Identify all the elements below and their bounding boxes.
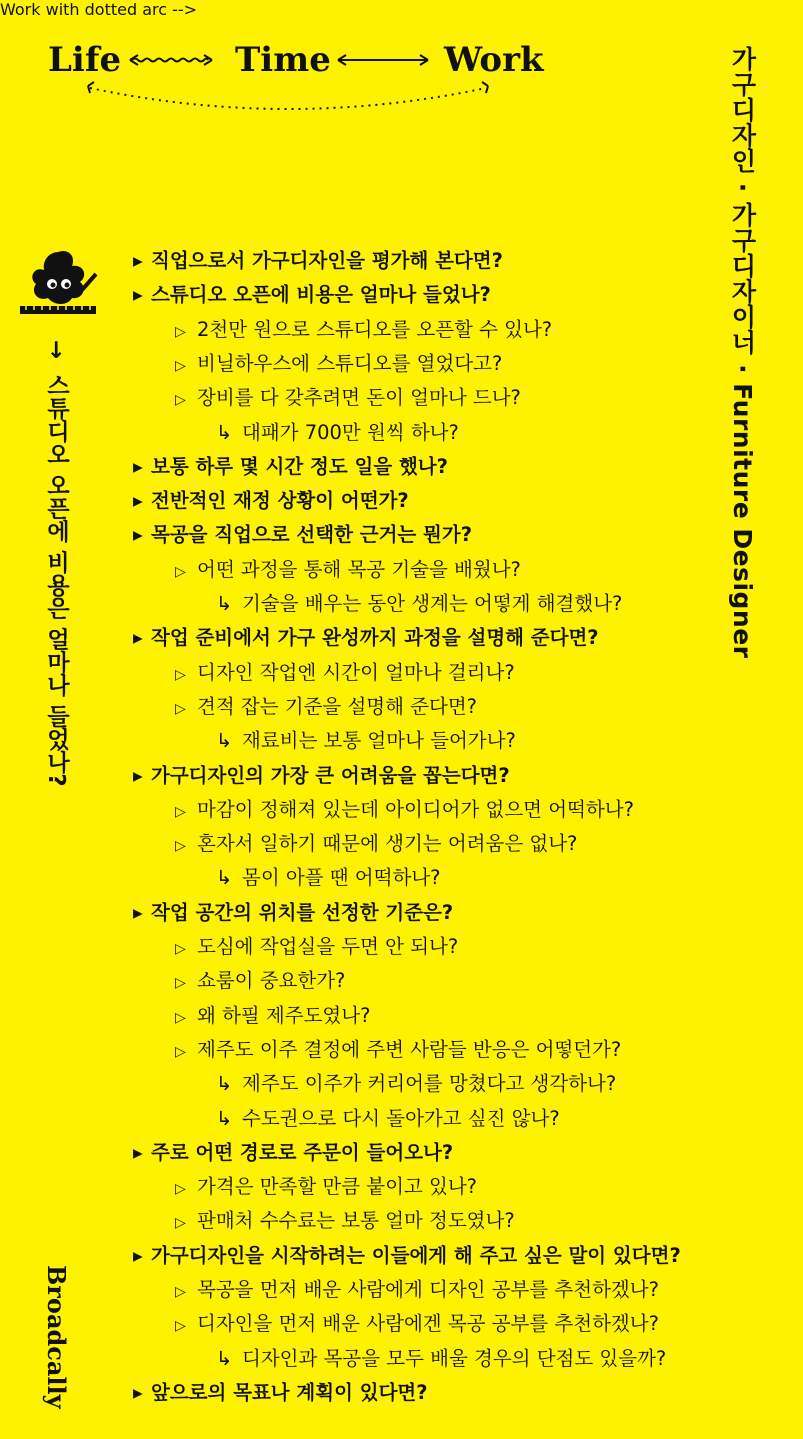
question-item-level1 (133, 454, 448, 480)
question-item-level2 (175, 797, 634, 823)
question-text: 가구디자인의 가장 큰 어려움을 꼽는다면? (151, 763, 510, 787)
question-text: 보통 하루 몇 시간 정도 일을 했나? (151, 454, 448, 478)
title-diagram (48, 40, 548, 110)
sub-arrow-icon: ↳ (216, 592, 233, 615)
question-item-level1 (133, 488, 409, 514)
question-text: 가격은 만족할 만큼 붙이고 있나? (197, 1175, 478, 1199)
triangle-bullet-icon: ▸ (133, 489, 143, 513)
sub-arrow-icon: ↳ (216, 1346, 233, 1370)
word-time: Time (235, 40, 331, 80)
question-item-level2 (175, 968, 345, 994)
question-item-level1 (133, 522, 472, 548)
question-item-level2 (175, 831, 577, 857)
sub-arrow-icon: ↳ (216, 420, 233, 444)
question-text: 직업으로서 가구디자인을 평가해 본다면? (151, 249, 503, 272)
question-text: 기술을 배우는 동안 생계는 어떻게 해결했나? (242, 592, 623, 615)
question-item-level3 (216, 420, 459, 446)
question-item-level1 (133, 1140, 453, 1166)
question-text: 왜 하필 제주도였나? (197, 1003, 371, 1027)
question-item-level2 (175, 385, 521, 411)
question-item-level2 (175, 351, 502, 377)
question-text: 작업 준비에서 가구 완성까지 과정을 설명해 준다면? (151, 626, 599, 650)
question-text: 앞으로의 목표나 계획이 있다면? (151, 1380, 428, 1404)
question-text: 제주도 이주가 커리어를 망쳤다고 생각하나? (242, 1072, 617, 1096)
hollow-triangle-icon: ▷ (175, 323, 186, 340)
question-text: 도심에 작업실을 두면 안 되나? (197, 935, 459, 958)
hollow-triangle-icon: ▷ (175, 357, 186, 374)
question-text: 작업 공간의 위치를 선정한 기준은? (151, 900, 454, 924)
leaf-character-icon (18, 244, 102, 324)
question-text: 판매처 수수료는 보통 얼마 정도였나? (197, 1209, 515, 1233)
question-text: 재료비는 보통 얼마나 들어가나? (242, 729, 516, 753)
question-text: 쇼룸이 중요한가? (197, 969, 346, 993)
hollow-triangle-icon: ▷ (175, 1043, 186, 1060)
question-text: 제주도 이주 결정에 주변 사람들 반응은 어떻던가? (197, 1037, 622, 1061)
question-text: 수도권으로 다시 돌아가고 싶진 않나? (242, 1106, 560, 1130)
question-item-level2 (175, 1311, 659, 1337)
question-text: 주로 어떤 경로로 주문이 들어오나? (151, 1140, 454, 1164)
question-item-level3 (216, 1071, 616, 1097)
hollow-triangle-icon: ▷ (175, 666, 186, 683)
triangle-bullet-icon: ▸ (133, 454, 143, 478)
triangle-bullet-icon: ▸ (133, 763, 143, 787)
hollow-triangle-icon: ▷ (175, 838, 186, 855)
hollow-triangle-icon: ▷ (175, 700, 186, 717)
hollow-triangle-icon: ▷ (175, 1318, 186, 1335)
question-item-level2 (175, 557, 521, 583)
triangle-bullet-icon: ▸ (133, 900, 143, 924)
question-item-level1 (133, 1243, 681, 1269)
word-work: Work (444, 40, 544, 80)
right-arrow-icon: → (43, 340, 69, 360)
question-item-level3 (216, 728, 516, 754)
question-text: 디자인과 목공을 모두 배울 경우의 단점도 있을까? (242, 1346, 667, 1370)
question-item-level2 (175, 1174, 477, 1200)
question-item-level3 (216, 865, 440, 891)
triangle-bullet-icon: ▸ (133, 523, 143, 547)
triangle-bullet-icon: ▸ (133, 626, 143, 650)
question-item-level2 (175, 934, 458, 960)
hollow-triangle-icon: ▷ (175, 975, 186, 992)
spine-title: 가구디자인 · 가구디자이너 · Furniture Designer (728, 46, 757, 659)
hollow-triangle-icon: ▷ (175, 1284, 186, 1300)
question-text: 2천만 원으로 스튜디오를 오픈할 수 있나? (197, 317, 553, 341)
publisher-logo: Broadcally (42, 1265, 71, 1409)
question-item-level1 (133, 625, 599, 651)
question-text: 가구디자인을 시작하려는 이들에게 해 주고 싶은 말이 있다면? (151, 1243, 681, 1267)
question-item-level2 (175, 1277, 659, 1303)
question-item-level1 (133, 248, 503, 274)
question-item-level3 (216, 1346, 666, 1372)
question-text: 비닐하우스에 스튜디오를 열었다고? (197, 351, 503, 375)
sub-arrow-icon: ↳ (216, 729, 233, 753)
word-life: Life (48, 40, 122, 80)
triangle-bullet-icon: ▸ (133, 1243, 143, 1267)
question-item-level2 (175, 317, 552, 343)
triangle-bullet-icon: ▸ (133, 283, 143, 307)
question-text: 장비를 다 갖추려면 돈이 얼마나 드나? (197, 386, 521, 410)
hollow-triangle-icon: ▷ (175, 563, 186, 580)
hollow-triangle-icon: ▷ (175, 1009, 186, 1026)
question-text: 마감이 정해져 있는데 아이디어가 없으면 어떡하나? (197, 797, 634, 821)
triangle-bullet-icon: ▸ (133, 249, 143, 272)
question-item-level3 (216, 591, 622, 617)
sub-arrow-icon: ↳ (216, 1106, 233, 1130)
question-text: 디자인 작업엔 시간이 얼마나 걸리나? (197, 660, 515, 684)
question-item-level2 (175, 660, 515, 686)
triangle-bullet-icon: ▸ (133, 1380, 143, 1404)
question-text: 혼자서 일하기 때문에 생기는 어려움은 없나? (197, 832, 578, 856)
question-item-level2 (175, 1208, 515, 1234)
question-text: 대패가 700만 원씩 하나? (242, 420, 459, 444)
question-text: 전반적인 재정 상황이 어떤가? (151, 489, 409, 513)
question-item-level2 (175, 694, 477, 720)
sub-arrow-icon: ↳ (216, 866, 233, 890)
sub-arrow-icon: ↳ (216, 1072, 233, 1096)
question-item-level1 (133, 282, 491, 308)
question-item-level1 (133, 1380, 428, 1406)
question-text: 어떤 과정을 통해 목공 기술을 배웠나? (197, 557, 521, 581)
question-text: 목공을 먼저 배운 사람에게 디자인 공부를 추천하겠나? (197, 1278, 659, 1301)
hollow-triangle-icon: ▷ (175, 803, 186, 820)
question-item-level1 (133, 763, 510, 789)
question-item-level2 (175, 1037, 621, 1063)
question-text: 스튜디오 오픈에 비용은 얼마나 들었나? (151, 283, 491, 307)
question-item-level1 (133, 900, 453, 926)
hollow-triangle-icon: ▷ (175, 941, 186, 957)
triangle-bullet-icon: ▸ (133, 1140, 143, 1164)
question-text: 목공을 직업으로 선택한 근거는 뭔가? (151, 523, 473, 547)
question-item-level2 (175, 1003, 370, 1029)
question-item-level3 (216, 1106, 560, 1132)
hollow-triangle-icon: ▷ (175, 1181, 186, 1198)
question-text: 몸이 아플 땐 어떡하나? (242, 866, 441, 890)
question-text: 견적 잡는 기준을 설명해 준다면? (197, 694, 478, 718)
spine-subtitle-text: 스튜디오 오픈에 비용은 얼마나 들었나? (43, 373, 69, 787)
hollow-triangle-icon: ▷ (175, 1215, 186, 1232)
question-text: 디자인을 먼저 배운 사람에겐 목공 공부를 추천하겠나? (197, 1312, 659, 1336)
hollow-triangle-icon: ▷ (175, 392, 186, 409)
spine-subtitle (40, 340, 73, 787)
